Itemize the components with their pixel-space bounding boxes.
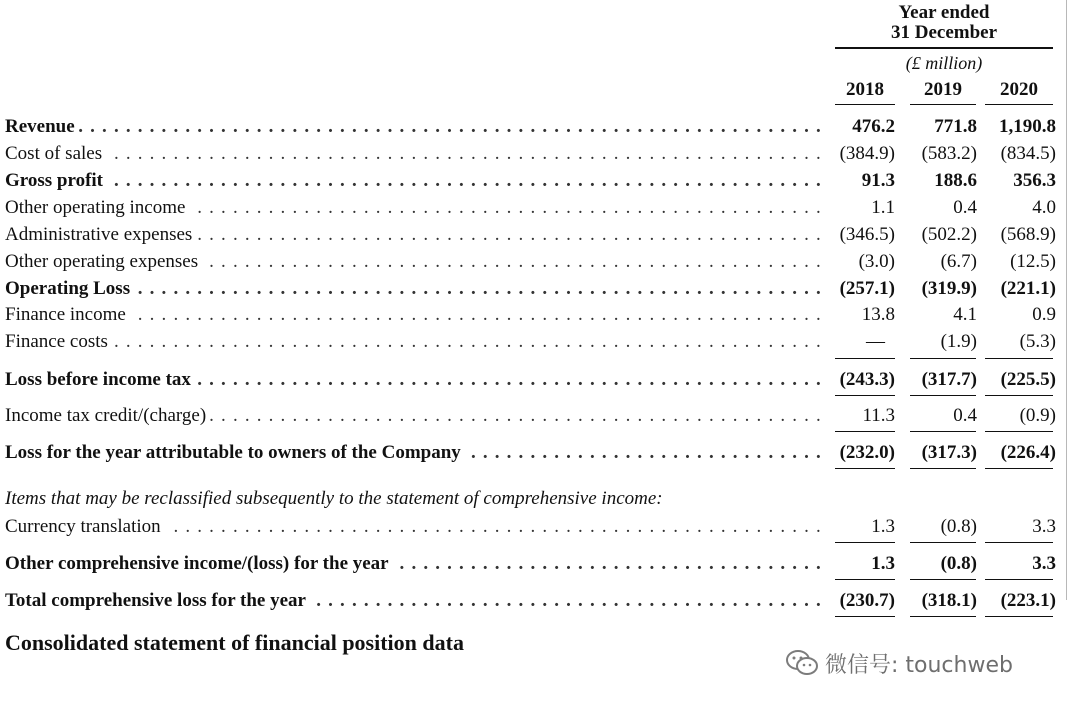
row-finance-costs (0, 329, 1066, 355)
value-2020: (223.1) (1000, 590, 1056, 611)
row-label: Other operating income (5, 197, 189, 218)
total-rule (985, 542, 1053, 543)
value-2019: 771.8 (934, 116, 977, 137)
total-rule (835, 468, 895, 469)
total-rule (835, 395, 895, 396)
total-rule (910, 542, 976, 543)
year-rule-2020 (985, 104, 1053, 105)
header-rule (835, 47, 1053, 49)
total-rule (985, 579, 1053, 580)
value-2020: (221.1) (1000, 278, 1056, 299)
value-2019: (0.8) (940, 553, 977, 574)
value-2018: 1.3 (871, 516, 895, 537)
total-rule (985, 468, 1053, 469)
row-label: Currency translation (5, 516, 165, 537)
value-2018: — (866, 331, 885, 352)
value-2019: (6.7) (940, 251, 977, 272)
value-2020: (834.5) (1000, 143, 1056, 164)
row-other-operating-income (0, 195, 1066, 221)
units-label: (£ million) (905, 53, 983, 73)
row-label: Administrative expenses (5, 224, 196, 245)
row-label: Gross profit (5, 170, 107, 191)
value-2018: 11.3 (862, 405, 895, 426)
value-2019: (318.1) (921, 590, 977, 611)
value-2020: 1,190.8 (999, 116, 1056, 137)
total-rule (835, 616, 895, 617)
row-label: Finance costs (5, 331, 112, 352)
total-rule (910, 468, 976, 469)
row-revenue (0, 114, 1066, 140)
value-2018: 1.3 (871, 553, 895, 574)
total-rule (985, 431, 1053, 432)
row-loss-for-year (0, 440, 1066, 466)
row-label: Loss for the year attributable to owners of the Company (5, 442, 465, 463)
value-2019: (583.2) (921, 143, 977, 164)
row-administrative-expenses (0, 222, 1066, 248)
watermark-text: 微信号: touchweb (825, 652, 1013, 678)
wechat-icon (785, 648, 819, 678)
total-rule (985, 616, 1053, 617)
header-line2: 31 December (890, 22, 998, 43)
total-rule (910, 579, 976, 580)
value-2018: 476.2 (852, 116, 895, 137)
value-2019: (319.9) (921, 278, 977, 299)
row-label: Revenue (5, 116, 79, 137)
value-2019: (317.7) (921, 369, 977, 390)
total-rule (835, 358, 895, 359)
row-finance-income (0, 302, 1066, 328)
total-rule (985, 395, 1053, 396)
row-label: Income tax credit/(charge) (5, 405, 210, 426)
value-2020: (0.9) (1019, 405, 1056, 426)
value-2019: (0.8) (940, 516, 977, 537)
row-label: Other comprehensive income/(loss) for the year (5, 553, 393, 574)
row-label: Total comprehensive loss for the year (5, 590, 310, 611)
value-2018: 1.1 (871, 197, 895, 218)
value-2019: (502.2) (921, 224, 977, 245)
value-2018: (3.0) (858, 251, 895, 272)
value-2020: (568.9) (1000, 224, 1056, 245)
value-2020: 3.3 (1032, 516, 1056, 537)
value-2018: (346.5) (839, 224, 895, 245)
total-rule (985, 358, 1053, 359)
value-2020: (225.5) (1000, 369, 1056, 390)
value-2020: 0.9 (1032, 304, 1056, 325)
total-rule (835, 431, 895, 432)
value-2018: (384.9) (839, 143, 895, 164)
total-rule (835, 542, 895, 543)
value-2018: 13.8 (861, 304, 895, 325)
row-income-tax (0, 403, 1066, 429)
year-rule-2019 (910, 104, 976, 105)
row-label: Finance income (5, 304, 130, 325)
value-2020: (5.3) (1019, 331, 1056, 352)
section-title: Consolidated statement of financial position data (5, 630, 464, 655)
total-rule (910, 395, 976, 396)
year-2018: 2018 (846, 79, 884, 100)
value-2019: 4.1 (953, 304, 977, 325)
row-label: Other operating expenses (5, 251, 202, 272)
value-2020: (12.5) (1010, 251, 1056, 272)
value-2019: 0.4 (953, 197, 977, 218)
value-2019: 0.4 (953, 405, 977, 426)
total-rule (910, 358, 976, 359)
header-line1: Year ended (898, 2, 990, 23)
total-rule (835, 579, 895, 580)
row-cost-of-sales (0, 141, 1066, 167)
value-2019: (1.9) (940, 331, 977, 352)
row-operating-loss (0, 276, 1066, 302)
value-2018: (230.7) (839, 590, 895, 611)
row-currency-translation (0, 514, 1066, 540)
total-rule (910, 616, 976, 617)
row-loss-before-income-tax (0, 367, 1066, 393)
year-2019: 2019 (924, 79, 962, 100)
right-border-rule (1066, 0, 1067, 600)
row-label: Cost of sales (5, 143, 106, 164)
watermark (785, 646, 1013, 680)
row-gross-profit (0, 168, 1066, 194)
row-other-comprehensive-income (0, 551, 1066, 577)
value-2018: (257.1) (839, 278, 895, 299)
value-2020: 4.0 (1032, 197, 1056, 218)
value-2018: (232.0) (839, 442, 895, 463)
row-label: Operating Loss (5, 278, 134, 299)
value-2020: 356.3 (1013, 170, 1056, 191)
value-2019: (317.3) (921, 442, 977, 463)
value-2018: (243.3) (839, 369, 895, 390)
value-2020: (226.4) (1000, 442, 1056, 463)
value-2020: 3.3 (1032, 553, 1056, 574)
total-rule (910, 431, 976, 432)
value-2018: 91.3 (861, 170, 895, 191)
reclassified-items-note: Items that may be reclassified subsequently to the statement of comprehensive income: (5, 488, 663, 509)
row-other-operating-expenses (0, 249, 1066, 275)
year-2020: 2020 (1000, 79, 1038, 100)
value-2019: 188.6 (934, 170, 977, 191)
year-rule-2018 (835, 104, 895, 105)
row-total-comprehensive-loss (0, 588, 1066, 614)
row-label: Loss before income tax (5, 369, 195, 390)
